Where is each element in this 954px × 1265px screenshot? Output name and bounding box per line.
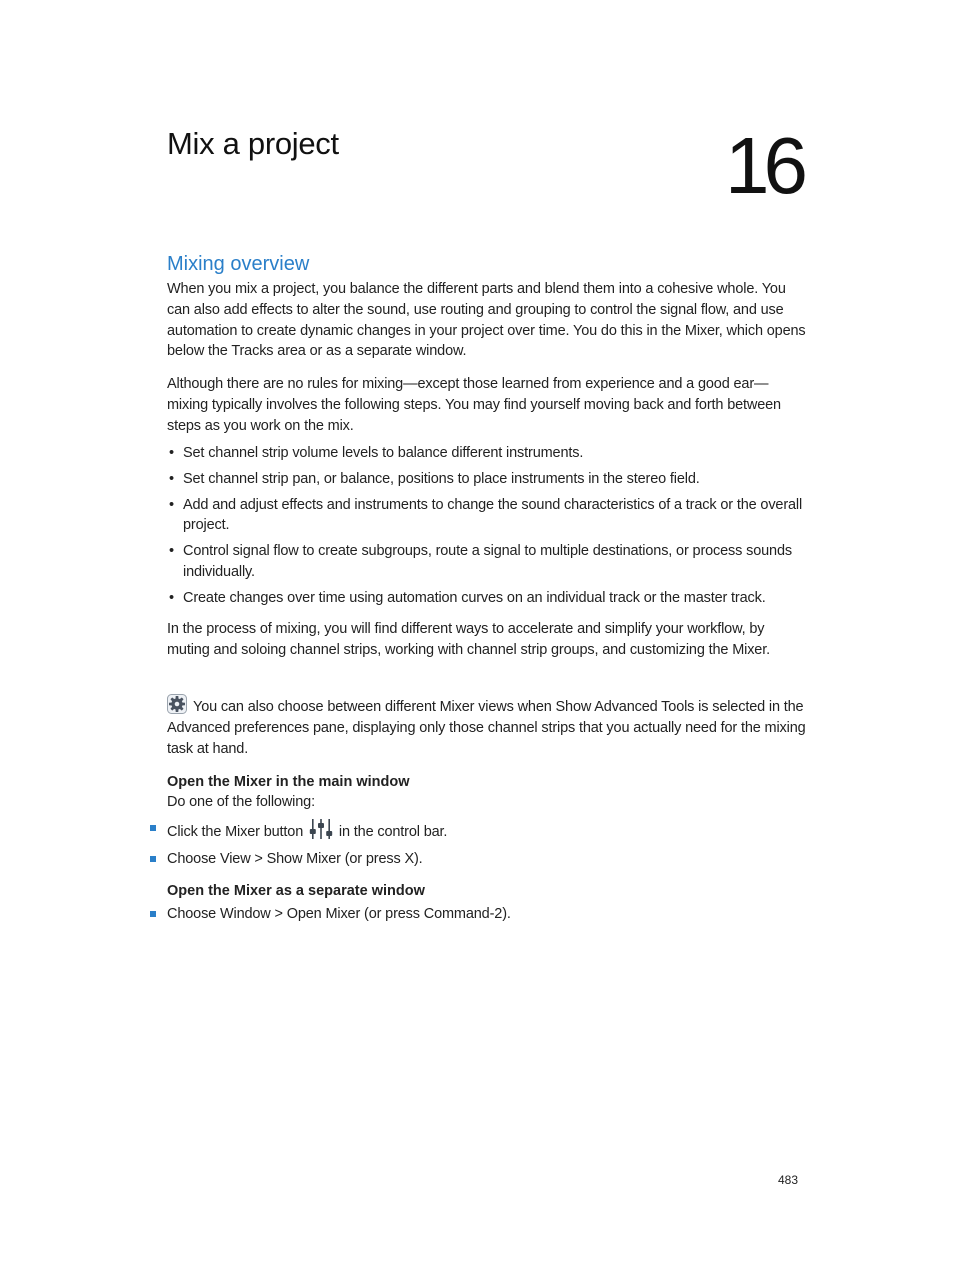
step-item [150, 904, 511, 924]
intro-paragraph: When you mix a project, you balance the different parts and blend them into a cohesive whole. You can also add effects to alter the sound, use routing and grouping to control the signal flow, and use automation to create dynamic changes in your project over time. You do this in the Mixer, which opens below the Tracks area or as a separate window. [167, 281, 806, 360]
list-item-text: Control signal flow to create subgroups, route a signal to multiple destinations, or process sounds individually. [183, 543, 792, 580]
bullet-marker: • [169, 470, 174, 487]
gear-icon [167, 694, 187, 714]
task-heading-main-window: Open the Mixer in the main window [167, 774, 410, 790]
mixing-steps-list [167, 443, 807, 614]
list-item-text: Set channel strip pan, or balance, positions to place instruments in the stereo field. [183, 470, 700, 487]
step-text: Click the Mixer button [167, 824, 304, 840]
list-item [167, 541, 807, 583]
step-text: Choose View > Show Mixer (or press X). [167, 851, 423, 867]
chapter-number: 16 [725, 121, 802, 210]
bullet-marker: • [169, 496, 174, 513]
task-heading-separate-window: Open the Mixer as a separate window [167, 883, 425, 899]
main-window-steps [150, 818, 447, 876]
step-text: in the control bar. [338, 824, 448, 840]
list-item [167, 443, 807, 464]
step-text: Choose Window > Open Mixer (or press Command-2). [167, 906, 511, 922]
list-item [167, 588, 807, 609]
workflow-paragraph: In the process of mixing, you will find different ways to accelerate and simplify your workflow, by muting and soloing channel strips, working with channel strip groups, and customizing the Mixer. [167, 621, 770, 658]
list-item [167, 469, 807, 490]
step-item [150, 818, 447, 842]
page-number: 483 [777, 1173, 798, 1187]
bullet-marker: • [169, 589, 174, 606]
task-lead: Do one of the following: [167, 794, 315, 810]
list-item-text: Create changes over time using automation curves on an individual track or the master track. [183, 589, 766, 606]
step-item [150, 849, 447, 869]
advanced-note-text: You can also choose between different Mixer views when Show Advanced Tools is selected in the Advanced preferences pane, displaying only those channel strips that you actually need for the mixing task at hand. [167, 699, 806, 757]
list-item [167, 495, 807, 537]
separate-window-steps [150, 904, 511, 931]
steps-intro-paragraph: Although there are no rules for mixing—except those learned from experience and a good ear—mixing typically involves the following steps. You may find yourself moving back and forth between steps as you work on the mix. [167, 376, 781, 434]
step-bullet [150, 856, 156, 862]
step-bullet [150, 911, 156, 917]
chapter-title: Mix a project [167, 126, 339, 161]
bullet-marker: • [169, 543, 174, 560]
bullet-marker: • [169, 445, 174, 461]
list-item-text: Set channel strip volume levels to balance different instruments. [183, 445, 584, 461]
mixer-button-icon [309, 818, 333, 840]
section-heading: Mixing overview [167, 253, 310, 275]
advanced-note [167, 694, 807, 759]
list-item-text: Add and adjust effects and instruments to change the sound characteristics of a track or the overall project. [183, 496, 803, 534]
step-bullet [150, 825, 156, 831]
